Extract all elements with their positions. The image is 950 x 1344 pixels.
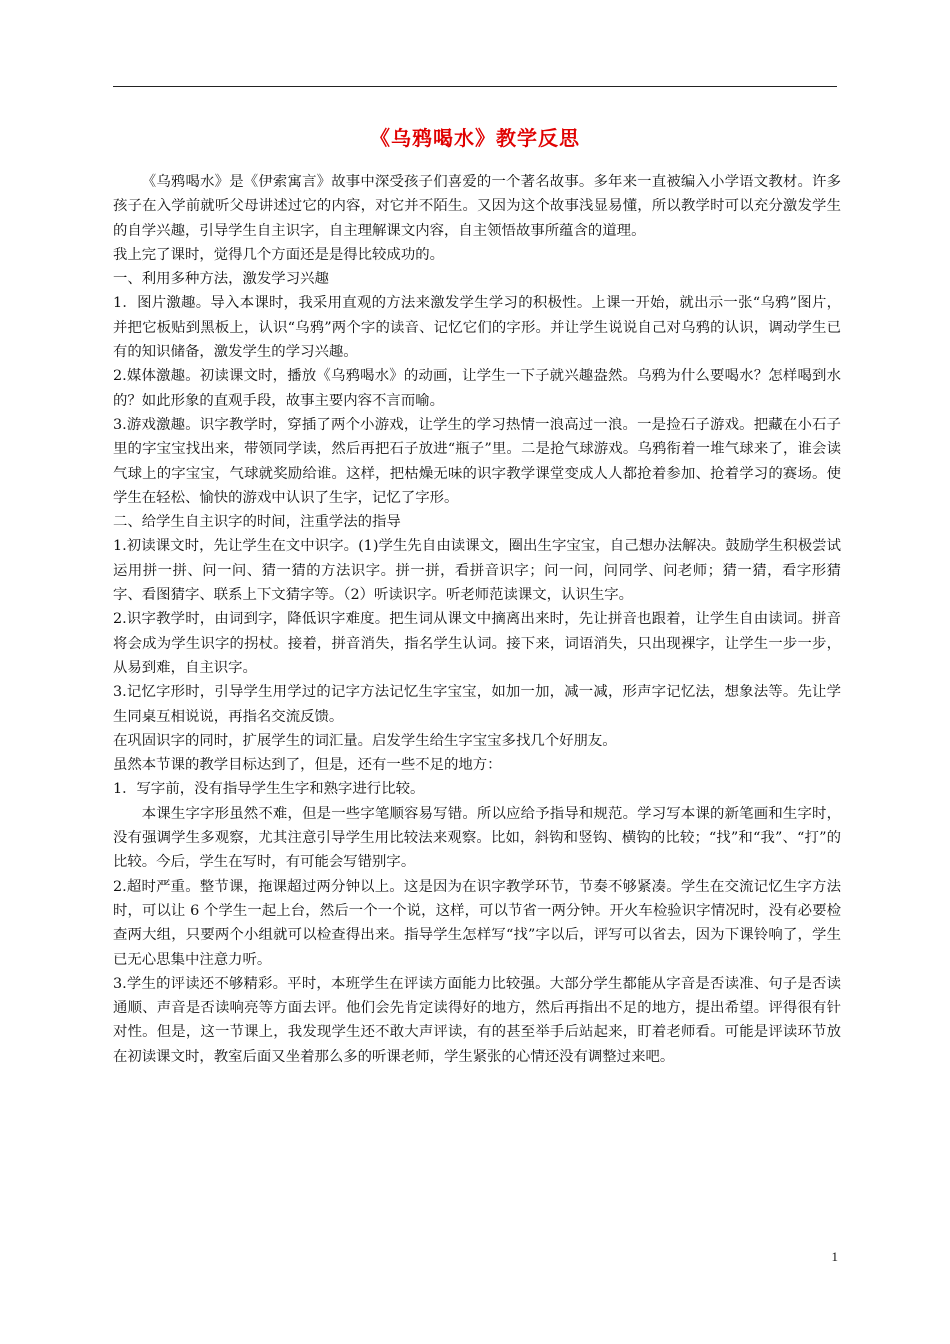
header-rule	[113, 86, 837, 87]
paragraph-text: 虽然本节课的教学目标达到了，但是，还有一些不足的地方：	[113, 757, 502, 774]
paragraph-item: 1.初读课文时，先让学生在文中识字。(1)学生先自由读课文，圈出生字宝宝，自己想办法解决。鼓励学生积极尝试运用拼一拼、问一问、猜一猜的方法识字。拼一拼，看拼音识字；问一问，问同学、问老师；猜一猜，看字形猜字、看图猜字、联系上下文猜字等。（2）听读识字。听老师范读课文，认识生字。	[113, 538, 841, 604]
paragraph-item: 3.记忆字形时，引导学生用学过的记字方法记忆生字宝宝，如加一加，减一减，形声字记忆法，想象法等。先让学生同桌互相说说，再指名交流反馈。	[113, 684, 841, 725]
document-title: 《乌鸦喝水》教学反思	[370, 126, 580, 150]
paragraph-intro: 《乌鸦喝水》是《伊索寓言》故事中深受孩子们喜爱的一个著名故事。多年来一直被编入小学语文教材。许多孩子在入学前就听父母讲述过它的内容，对它并不陌生。又因为这个故事浅显易懂，所以教学时可以充分激发学生的自学兴趣，引导学生自主识字，自主理解课文内容，自主领悟故事所蕴含的道理。	[113, 174, 841, 239]
paragraph-item: 3.游戏激趣。识字教学时，穿插了两个小游戏，让学生的学习热情一浪高过一浪。一是捡石子游戏。把藏在小石子里的字宝宝找出来，带领同学读，然后再把石子放进“瓶子”里。二是抢气球游戏。乌鸦衔着一堆气球来了，谁会读气球上的字宝宝，气球就奖励给谁。这样，把枯燥无味的识字教学课堂变成人人都抢着参加、抢着学习的赛场。使学生在轻松、愉快的游戏中认识了生字，记忆了字形。	[113, 416, 841, 506]
page-number: 1	[831, 1249, 838, 1264]
section-heading-1: 一、利用多种方法，激发学习兴趣	[113, 271, 329, 288]
document-body	[113, 170, 841, 1069]
paragraph-item: 2.识字教学时，由词到字，降低识字难度。把生词从课文中摘离出来时，先让拼音也跟着，让学生自由读词。拼音将会成为学生识字的拐杖。接着，拼音消失，指名学生认词。接下来，词语消失，只出现裸字，让学生一步一步，从易到难，自主识字。	[113, 611, 841, 676]
paragraph-text: 在巩固识字的同时，扩展学生的词汇量。启发学生给生字宝宝多找几个好朋友。	[113, 732, 617, 749]
paragraph-item: 2.媒体激趣。初读课文时，播放《乌鸦喝水》的动画，让学生一下子就兴趣盎然。乌鸦为什么要喝水？怎样喝到水的？如此形象的直观手段，故事主要内容不言而喻。	[113, 368, 841, 409]
paragraph-item: 1．写字前，没有指导学生生字和熟字进行比较。	[113, 781, 425, 798]
section-heading-2: 二、给学生自主识字的时间，注重学法的指导	[113, 514, 401, 531]
paragraph-item: 3.学生的评读还不够精彩。平时，本班学生在评读方面能力比较强。大部分学生都能从字音是否读准、句子是否读通顺、声音是否读响亮等方面去评。他们会先肯定读得好的地方，然后再指出不足的地方，提出希望。评得很有针对性。但是，这一节课上，我发现学生还不敢大声评读，有的甚至举手后站起来，盯着老师看。可能是评读环节放在初读课文时，教室后面又坐着那么多的听课老师，学生紧张的心情还没有调整过来吧。	[113, 975, 841, 1065]
paragraph-item: 1．图片激趣。导入本课时，我采用直观的方法来激发学生学习的积极性。上课一开始，就出示一张“乌鸦”图片，并把它板贴到黑板上，认识“乌鸦”两个字的读音、记忆它们的字形。并让学生说说自己对乌鸦的认识，调动学生已有的知识储备，激发学生的学习兴趣。	[113, 295, 841, 361]
paragraph-text: 本课生字字形虽然不难，但是一些字笔顺容易写错。所以应给予指导和规范。学习写本课的新笔画和生字时，没有强调学生多观察，尤其注意引导学生用比较法来观察。比如，斜钩和竖钩、横钩的比较；“找”和“我”、“打”的比较。今后，学生在写时，有可能会写错别字。	[113, 805, 841, 871]
paragraph-summary: 我上完了课时，觉得几个方面还是是得比较成功的。	[113, 246, 444, 263]
paragraph-item: 2.超时严重。整节课，拖课超过两分钟以上。这是因为在识字教学环节，节奏不够紧凑。学生在交流记忆生字方法时，可以让 6 个学生一起上台，然后一个一个说，这样，可以节省一两分钟。开火车检验识字情况时，没有必要检查两大组，只要两个小组就可以检查得出来。指导学生怎样写“找”字以后，评写可以省去，因为下课铃响了，学生已无心思集中注意力听。	[113, 878, 841, 968]
